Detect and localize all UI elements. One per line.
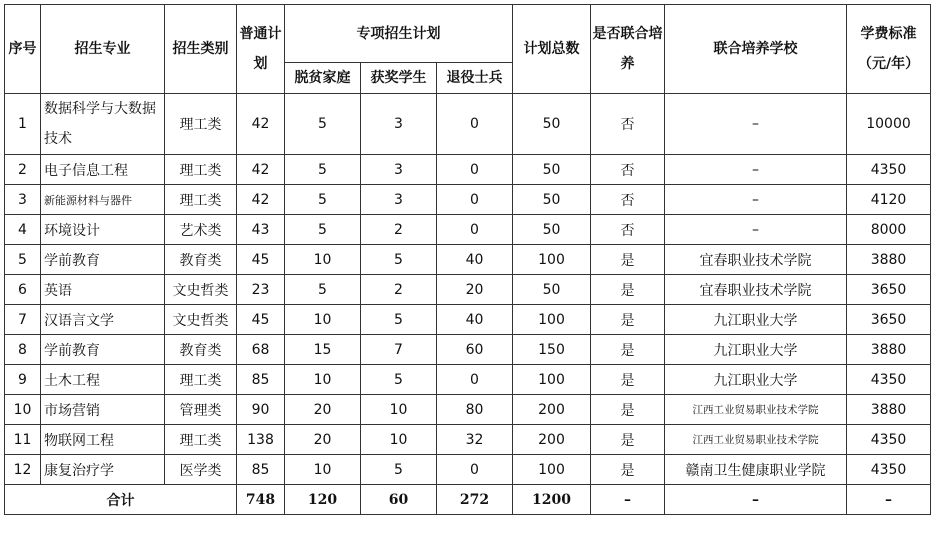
cell-joint: 是 [591,305,665,335]
cell-major: 电子信息工程 [41,155,165,185]
header-joint: 是否联合培养 [591,5,665,94]
cell-school: – [665,215,847,245]
cell-major: 市场营销 [41,395,165,425]
totals-total: 1200 [513,485,591,515]
cell-joint: 否 [591,94,665,155]
cell-award: 5 [361,305,437,335]
cell-veteran: 0 [437,155,513,185]
header-school: 联合培养学校 [665,5,847,94]
cell-general: 138 [237,425,285,455]
totals-tuition: – [847,485,931,515]
cell-total: 100 [513,305,591,335]
cell-category: 艺术类 [165,215,237,245]
table-row [5,245,931,275]
cell-school: 江西工业贸易职业技术学院 [665,425,847,455]
cell-total: 100 [513,455,591,485]
cell-joint: 是 [591,335,665,365]
cell-award: 2 [361,215,437,245]
cell-joint: 否 [591,155,665,185]
cell-seq: 1 [5,94,41,155]
header-tuition: 学费标准（元/年） [847,5,931,94]
cell-tuition: 4350 [847,155,931,185]
cell-category: 理工类 [165,365,237,395]
cell-tuition: 4350 [847,425,931,455]
cell-total: 100 [513,365,591,395]
cell-general: 42 [237,155,285,185]
cell-major: 土木工程 [41,365,165,395]
cell-school: – [665,94,847,155]
cell-major: 新能源材料与器件 [41,185,165,215]
cell-general: 90 [237,395,285,425]
table-row [5,275,931,305]
cell-general: 45 [237,305,285,335]
cell-total: 50 [513,215,591,245]
cell-total: 200 [513,425,591,455]
cell-school: 九江职业大学 [665,335,847,365]
header-special-plan: 专项招生计划 [285,5,513,63]
cell-general: 45 [237,245,285,275]
cell-tuition: 4350 [847,365,931,395]
cell-award: 10 [361,425,437,455]
table-row [5,395,931,425]
table-row [5,425,931,455]
cell-poverty: 20 [285,395,361,425]
cell-veteran: 0 [437,365,513,395]
cell-total: 200 [513,395,591,425]
table-row [5,365,931,395]
cell-general: 23 [237,275,285,305]
cell-joint: 是 [591,275,665,305]
table-row [5,305,931,335]
cell-veteran: 0 [437,185,513,215]
cell-seq: 2 [5,155,41,185]
header-veteran: 退役士兵 [437,63,513,94]
cell-major: 环境设计 [41,215,165,245]
cell-major: 物联网工程 [41,425,165,455]
cell-tuition: 3880 [847,335,931,365]
cell-tuition: 3650 [847,275,931,305]
cell-category: 管理类 [165,395,237,425]
cell-category: 教育类 [165,245,237,275]
cell-joint: 是 [591,455,665,485]
cell-tuition: 4350 [847,455,931,485]
cell-veteran: 40 [437,245,513,275]
header-seq: 序号 [5,5,41,94]
cell-joint: 是 [591,365,665,395]
header-general-plan: 普通计划 [237,5,285,94]
cell-school: 江西工业贸易职业技术学院 [665,395,847,425]
totals-general: 748 [237,485,285,515]
cell-total: 150 [513,335,591,365]
cell-veteran: 20 [437,275,513,305]
cell-poverty: 10 [285,455,361,485]
cell-tuition: 3880 [847,395,931,425]
cell-veteran: 60 [437,335,513,365]
cell-poverty: 5 [285,155,361,185]
cell-general: 85 [237,455,285,485]
cell-category: 文史哲类 [165,275,237,305]
cell-category: 教育类 [165,335,237,365]
cell-veteran: 32 [437,425,513,455]
cell-general: 43 [237,215,285,245]
totals-award: 60 [361,485,437,515]
table-row [5,215,931,245]
cell-award: 3 [361,94,437,155]
cell-tuition: 4120 [847,185,931,215]
cell-category: 理工类 [165,185,237,215]
cell-poverty: 10 [285,245,361,275]
cell-poverty: 15 [285,335,361,365]
table-row [5,335,931,365]
header-total-plan: 计划总数 [513,5,591,94]
cell-school: – [665,185,847,215]
cell-award: 2 [361,275,437,305]
cell-joint: 是 [591,425,665,455]
table-row [5,94,931,155]
cell-school: 九江职业大学 [665,365,847,395]
cell-major: 汉语言文学 [41,305,165,335]
cell-general: 42 [237,185,285,215]
cell-total: 50 [513,94,591,155]
cell-award: 3 [361,185,437,215]
cell-award: 5 [361,365,437,395]
cell-major: 英语 [41,275,165,305]
cell-veteran: 0 [437,94,513,155]
totals-row [5,485,931,515]
cell-category: 理工类 [165,155,237,185]
cell-poverty: 5 [285,94,361,155]
header-major: 招生专业 [41,5,165,94]
cell-award: 5 [361,245,437,275]
totals-poverty: 120 [285,485,361,515]
cell-seq: 5 [5,245,41,275]
cell-seq: 8 [5,335,41,365]
cell-total: 50 [513,155,591,185]
cell-general: 85 [237,365,285,395]
cell-poverty: 10 [285,305,361,335]
cell-joint: 否 [591,215,665,245]
cell-seq: 7 [5,305,41,335]
cell-seq: 9 [5,365,41,395]
cell-award: 3 [361,155,437,185]
cell-poverty: 5 [285,215,361,245]
cell-major: 康复治疗学 [41,455,165,485]
cell-seq: 11 [5,425,41,455]
cell-veteran: 80 [437,395,513,425]
cell-poverty: 10 [285,365,361,395]
cell-joint: 是 [591,395,665,425]
table-row [5,455,931,485]
cell-poverty: 5 [285,275,361,305]
table-row [5,185,931,215]
cell-veteran: 0 [437,455,513,485]
cell-seq: 10 [5,395,41,425]
cell-veteran: 40 [437,305,513,335]
cell-seq: 3 [5,185,41,215]
header-row [5,5,931,63]
cell-award: 5 [361,455,437,485]
header-poverty: 脱贫家庭 [285,63,361,94]
totals-veteran: 272 [437,485,513,515]
cell-major: 学前教育 [41,335,165,365]
cell-major: 数据科学与大数据技术 [41,94,165,155]
cell-school: 宜春职业技术学院 [665,275,847,305]
cell-seq: 12 [5,455,41,485]
cell-total: 50 [513,275,591,305]
admission-plan-table [4,4,931,515]
cell-category: 理工类 [165,425,237,455]
cell-award: 10 [361,395,437,425]
totals-joint: – [591,485,665,515]
cell-joint: 否 [591,185,665,215]
cell-veteran: 0 [437,215,513,245]
cell-category: 医学类 [165,455,237,485]
cell-tuition: 3650 [847,305,931,335]
cell-school: 九江职业大学 [665,305,847,335]
header-award: 获奖学生 [361,63,437,94]
cell-tuition: 10000 [847,94,931,155]
cell-seq: 6 [5,275,41,305]
cell-joint: 是 [591,245,665,275]
cell-poverty: 5 [285,185,361,215]
cell-total: 50 [513,185,591,215]
cell-major: 学前教育 [41,245,165,275]
cell-category: 文史哲类 [165,305,237,335]
cell-seq: 4 [5,215,41,245]
cell-total: 100 [513,245,591,275]
cell-general: 68 [237,335,285,365]
cell-tuition: 8000 [847,215,931,245]
cell-school: 赣南卫生健康职业学院 [665,455,847,485]
cell-school: – [665,155,847,185]
cell-general: 42 [237,94,285,155]
header-category: 招生类别 [165,5,237,94]
cell-category: 理工类 [165,94,237,155]
cell-award: 7 [361,335,437,365]
cell-poverty: 20 [285,425,361,455]
cell-school: 宜春职业技术学院 [665,245,847,275]
table-row [5,155,931,185]
cell-tuition: 3880 [847,245,931,275]
totals-label: 合计 [5,485,237,515]
totals-school: – [665,485,847,515]
